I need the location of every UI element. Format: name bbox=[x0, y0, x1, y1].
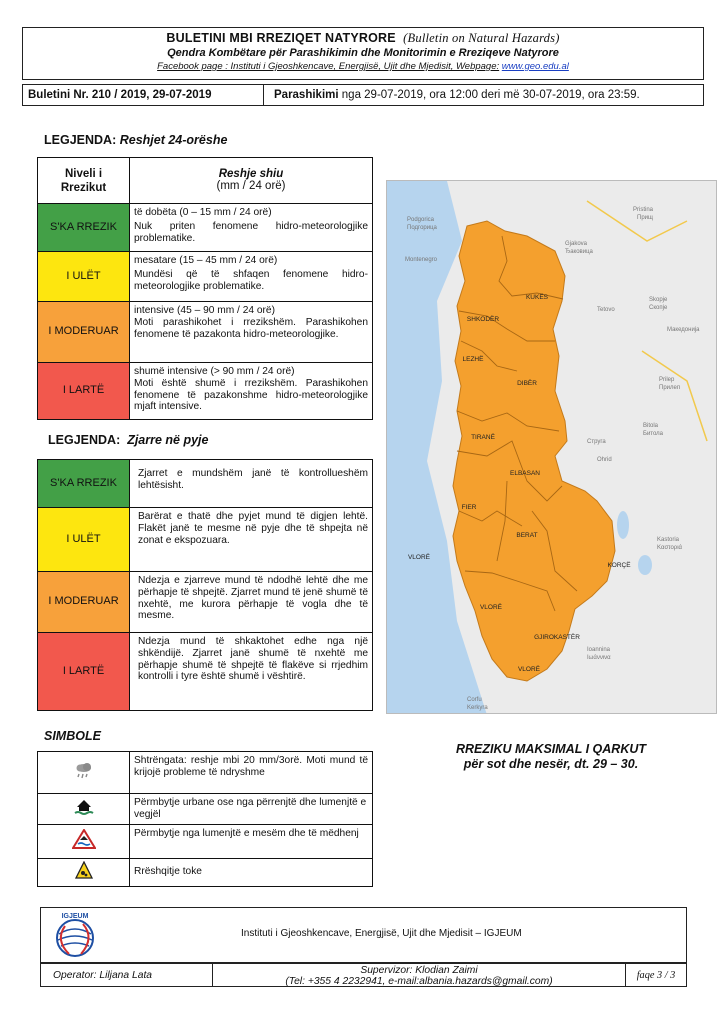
level-moderate: I MODERUAR bbox=[38, 302, 130, 363]
landslide-icon bbox=[75, 861, 93, 879]
symbol-storm-desc: Shtrëngata: reshje mbi 20 mm/3orë. Moti mund të krijojë probleme të ndryshme bbox=[130, 752, 373, 794]
svg-text:Montenegro: Montenegro bbox=[405, 257, 438, 263]
svg-text:Kastoria: Kastoria bbox=[657, 537, 680, 543]
rain-legend-heading: LEGJENDA: Reshjet 24-orëshe bbox=[44, 133, 228, 147]
level-none: S'KA RREZIK bbox=[38, 204, 130, 252]
map-label-fier: FIER bbox=[461, 504, 477, 511]
rain-legend-table bbox=[37, 157, 373, 420]
svg-text:Струга: Струга bbox=[587, 439, 606, 445]
supervisor-contact: Supervizor: Klodian Zaimi (Tel: +355 4 2232941, e-mail:albania.hazards@gmail.com) bbox=[213, 964, 626, 986]
fire-level-high: I LARTË bbox=[38, 633, 130, 711]
forecast-period: Parashikimi nga 29-07-2019, ora 12:00 deri më 30-07-2019, ora 23:59. bbox=[274, 89, 640, 101]
page-number: faqe 3 / 3 bbox=[636, 969, 676, 981]
fire-level-moderate: I MODERUAR bbox=[38, 572, 130, 633]
links-line: Facebook page : Instituti i Gjeoshkencave, Energjisë, Ujit dhe Mjedisit, Webpage: www.geo.edu.al bbox=[157, 61, 569, 72]
map-caption: RREZIKU MAKSIMAL I QARKUT për sot dhe nesër, dt. 29 – 30. bbox=[455, 742, 647, 771]
map-label-vlore-coast: VLORË bbox=[407, 554, 431, 561]
rain-row-low: mesatare (15 – 45 mm / 24 orë) Mundësi që të shfaqen fenomene hidro-meteorologjike problematike. bbox=[130, 252, 373, 302]
svg-text:Скопје: Скопје bbox=[649, 305, 668, 311]
svg-text:Corfu: Corfu bbox=[467, 697, 482, 703]
footer-operator-bar bbox=[40, 963, 687, 987]
svg-text:IGJEUM: IGJEUM bbox=[61, 913, 89, 920]
svg-text:Prilep: Prilep bbox=[659, 377, 675, 383]
urban-flood-icon bbox=[74, 798, 94, 816]
fire-row-low: Barërat e thatë dhe pyjet mund të digjen lehtë. Flakët janë te mesme në pyje dhe të shpejta në zonat e ekspozuara. bbox=[130, 508, 373, 572]
bulletin-title: BULETINI MBI RREZIQET NATYRORE (Bulletin on Natural Hazards) bbox=[166, 31, 560, 45]
map-label-korce: KORÇË bbox=[607, 562, 631, 569]
fire-level-low: I ULËT bbox=[38, 508, 130, 572]
map-svg bbox=[387, 181, 717, 714]
fire-row-none: Zjarret e mundshëm janë të kontrollueshëm lehtësisht. bbox=[130, 460, 373, 508]
bulletin-subtitle: Qendra Kombëtare për Parashikimin dhe Monitorimin e Rreziqeve Natyrore bbox=[167, 47, 559, 59]
map-label-vlore-south: VLORË bbox=[517, 666, 541, 673]
map-label-diber: DIBËR bbox=[517, 380, 537, 387]
svg-text:Gjakova: Gjakova bbox=[565, 241, 588, 247]
svg-text:Подгорица: Подгорица bbox=[407, 225, 437, 231]
igjeum-logo bbox=[45, 910, 105, 960]
hazard-map bbox=[386, 180, 717, 714]
symbol-landslide-desc: Rrëshqitje toke bbox=[130, 858, 373, 886]
map-label-elbasan: ELBASAN bbox=[510, 470, 540, 477]
map-label-lezhe: LEZHË bbox=[462, 356, 484, 363]
map-label-gjirokaster: GJIROKASTËR bbox=[534, 634, 580, 641]
svg-text:Kerkyra: Kerkyra bbox=[467, 705, 488, 711]
svg-text:Tetovo: Tetovo bbox=[597, 307, 615, 313]
symbols-heading: SIMBOLE bbox=[44, 729, 101, 743]
map-label-shkoder: SHKODËR bbox=[466, 316, 500, 323]
rain-row-moderate: intensive (45 – 90 mm / 24 orë) Moti parashikohet i rrezikshëm. Parashikohen fenomene të pazakonta hidro-meteorologjike. bbox=[130, 302, 373, 363]
institute-name: Instituti i Gjeoshkencave, Energjisë, Ujit dhe Mjedisit – IGJEUM bbox=[241, 928, 522, 939]
map-label-kukes: KUKËS bbox=[525, 294, 549, 301]
svg-text:Ιωάννινα: Ιωάννινα bbox=[587, 655, 611, 661]
svg-text:Pristina: Pristina bbox=[633, 207, 654, 213]
operator: Operator: Liljana Lata bbox=[41, 964, 213, 986]
svg-text:Bitola: Bitola bbox=[643, 423, 659, 429]
header-box bbox=[22, 27, 704, 80]
fire-level-none: S'KA RREZIK bbox=[38, 460, 130, 508]
rain-row-none: të dobëta (0 – 15 mm / 24 orë) Nuk priten fenomene hidro-meteorologjike problematike. bbox=[130, 204, 373, 252]
svg-text:Kαστοριά: Kαστοριά bbox=[657, 545, 683, 551]
bulletin-number: Buletini Nr. 210 / 2019, 29-07-2019 bbox=[23, 85, 264, 105]
fire-legend-table bbox=[37, 459, 373, 711]
river-flood-icon bbox=[72, 829, 96, 849]
symbol-river-flood-desc: Përmbytje nga lumenjtë e mesëm dhe të mëdhenj bbox=[130, 824, 373, 858]
svg-text:Прищ: Прищ bbox=[637, 215, 653, 221]
symbols-table bbox=[37, 751, 373, 887]
storm-icon bbox=[73, 760, 95, 782]
rain-row-high: shumë intensive (> 90 mm / 24 orë) Moti është shumë i rrezikshëm. Parashikohen fenomene të pazakonshme hidro-meteorologjike mjaft intensive. bbox=[130, 363, 373, 420]
rain-column-header: Reshje shiu (mm / 24 orë) bbox=[130, 158, 373, 204]
svg-text:Ђаковица: Ђаковица bbox=[565, 249, 593, 255]
svg-text:Skopje: Skopje bbox=[649, 297, 668, 303]
symbol-urban-flood-desc: Përmbytje urbane ose nga përrenjtë dhe lumenjtë e vegjël bbox=[130, 794, 373, 825]
svg-text:Битола: Битола bbox=[643, 431, 664, 437]
fire-legend-heading: LEGJENDA: Zjarre në pyje bbox=[48, 433, 209, 447]
svg-text:Ioannina: Ioannina bbox=[587, 647, 611, 653]
website-link[interactable]: www.geo.edu.al bbox=[501, 61, 569, 72]
map-label-tirane: TIRANË bbox=[471, 434, 495, 441]
svg-text:Македонија: Македонија bbox=[667, 327, 700, 333]
bulletin-info-bar bbox=[22, 84, 704, 106]
map-label-berat: BERAT bbox=[516, 532, 538, 539]
svg-text:Podgorica: Podgorica bbox=[407, 217, 435, 223]
svg-text:Ohrid: Ohrid bbox=[597, 457, 612, 463]
svg-text:Прилеп: Прилеп bbox=[659, 385, 681, 391]
fire-row-high: Ndezja mund të shkaktohet edhe nga një shkëndijë. Zjarret janë shumë të nxehtë me përhapje shumë të shpejtë të flakëve si rrjedhim kontrolli i tyre është shumë i vështirë. bbox=[130, 633, 373, 711]
level-high: I LARTË bbox=[38, 363, 130, 420]
fire-row-moderate: Ndezja e zjarreve mund të ndodhë lehtë dhe me përhapje të shpejtë. Zjarret mund të jenë shumë të nxehtë, me kurora përhapje të vogla dhe të mesme. bbox=[130, 572, 373, 633]
map-label-vlore: VLORË bbox=[479, 604, 503, 611]
level-low: I ULËT bbox=[38, 252, 130, 302]
footer-institute-box bbox=[40, 907, 687, 963]
level-column-header: Niveli i Rrezikut bbox=[38, 158, 130, 204]
